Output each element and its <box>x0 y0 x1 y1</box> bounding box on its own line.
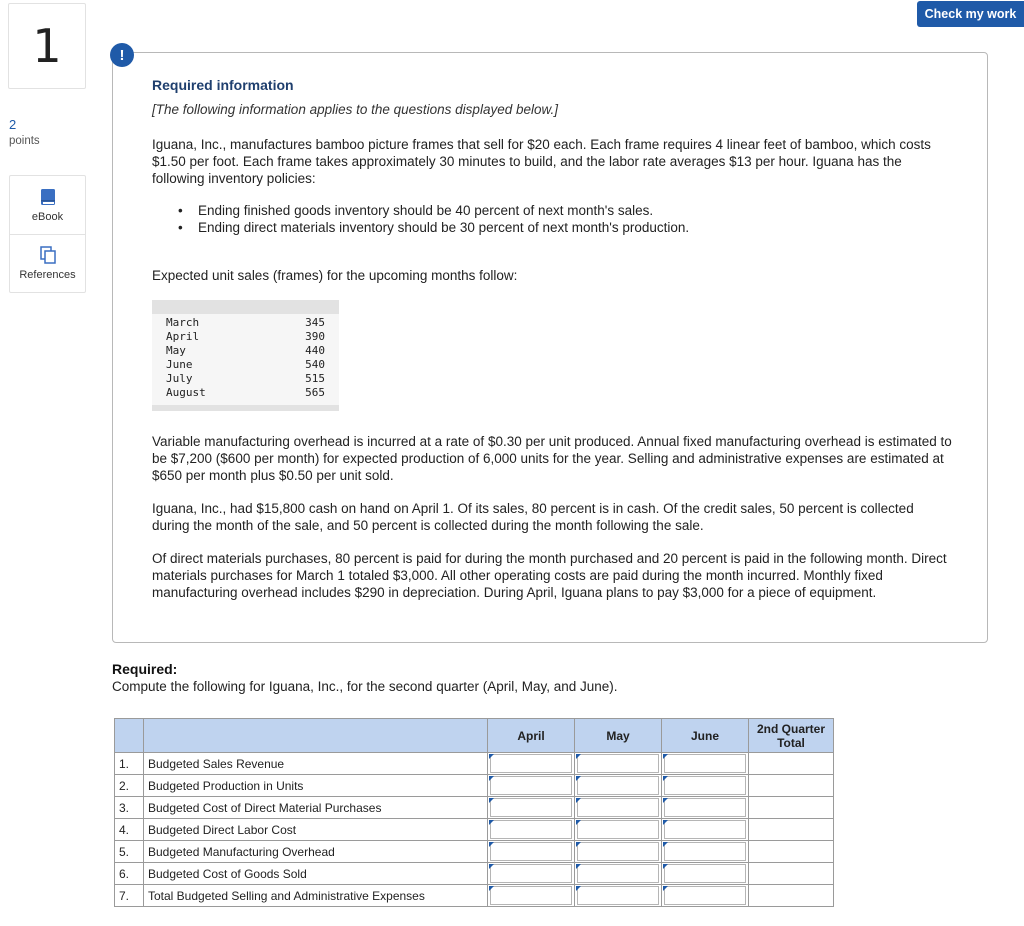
input-marker <box>489 798 494 803</box>
input-marker <box>489 820 494 825</box>
sales-intro: Expected unit sales (frames) for the upcoming months follow: <box>152 268 518 283</box>
may-input[interactable] <box>577 842 659 861</box>
quarter-total-cell <box>749 753 834 775</box>
budget-answer-table <box>114 718 834 907</box>
column-header-quarter-total: 2nd Quarter Total <box>749 719 834 753</box>
june-input[interactable] <box>664 754 746 773</box>
sales-row <box>166 372 325 386</box>
ebook-label: eBook <box>31 210 64 223</box>
table-row <box>115 753 834 775</box>
sales-units: 565 <box>305 386 325 399</box>
sales-row <box>166 386 325 400</box>
points-block <box>9 117 40 147</box>
sales-units: 345 <box>305 316 325 329</box>
may-input[interactable] <box>577 754 659 773</box>
book-icon <box>40 188 56 206</box>
table-header-row <box>115 719 834 753</box>
sales-units: 540 <box>305 358 325 371</box>
row-number: 2. <box>115 775 144 797</box>
row-label: Budgeted Cost of Goods Sold <box>144 863 488 885</box>
sales-row <box>166 316 325 330</box>
required-information-panel <box>112 52 988 643</box>
input-marker <box>489 864 494 869</box>
june-input[interactable] <box>664 842 746 861</box>
april-input[interactable] <box>490 820 572 839</box>
input-marker <box>576 820 581 825</box>
april-input[interactable] <box>490 886 572 905</box>
sales-month: April <box>166 330 200 343</box>
input-marker <box>576 798 581 803</box>
sales-units: 390 <box>305 330 325 343</box>
row-label: Budgeted Direct Labor Cost <box>144 819 488 841</box>
table-row <box>115 797 834 819</box>
expected-sales-table <box>152 300 339 411</box>
april-input[interactable] <box>490 798 572 817</box>
table-row <box>115 841 834 863</box>
april-input[interactable] <box>490 776 572 795</box>
input-marker <box>576 776 581 781</box>
sales-row <box>166 344 325 358</box>
points-label: points <box>9 135 40 147</box>
check-my-work-button[interactable]: Check my work <box>917 1 1024 27</box>
table-row <box>115 885 834 907</box>
table-row <box>115 819 834 841</box>
june-input[interactable] <box>664 776 746 795</box>
may-input[interactable] <box>577 798 659 817</box>
input-marker <box>663 798 668 803</box>
inventory-policies <box>174 202 689 236</box>
row-number: 1. <box>115 753 144 775</box>
quarter-total-cell <box>749 885 834 907</box>
input-marker <box>489 776 494 781</box>
row-number: 4. <box>115 819 144 841</box>
points-value: 2 <box>9 117 17 132</box>
june-input[interactable] <box>664 820 746 839</box>
references-label: References <box>19 269 76 281</box>
column-header-june: June <box>662 719 749 753</box>
alert-icon: ! <box>110 43 134 67</box>
references-icon <box>40 246 56 264</box>
sales-units: 440 <box>305 344 325 357</box>
question-number: 1 <box>32 19 62 73</box>
june-input[interactable] <box>664 864 746 883</box>
purchases-paragraph: Of direct materials purchases, 80 percent is paid for during the month purchased and 20 percent is paid in the following month. Direct materials purchases for March 1 totaled $3,000. All other operating costs are paid during the month incurred. Monthly fixed manufacturing overhead includes $290 in depreciation. During April, Iguana plans to pay $3,000 for a piece of equipment. <box>152 551 947 600</box>
row-number: 7. <box>115 885 144 907</box>
row-number: 6. <box>115 863 144 885</box>
june-input[interactable] <box>664 886 746 905</box>
policy-item: • Ending direct materials inventory should be 30 percent of next month's production. <box>174 219 689 236</box>
april-input[interactable] <box>490 754 572 773</box>
table-row <box>115 863 834 885</box>
ebook-button[interactable] <box>10 176 85 234</box>
input-marker <box>663 842 668 847</box>
row-label: Total Budgeted Selling and Administrative Expenses <box>144 885 488 907</box>
input-marker <box>576 886 581 891</box>
quarter-total-cell <box>749 775 834 797</box>
input-marker <box>489 754 494 759</box>
intro-paragraph: Iguana, Inc., manufactures bamboo picture frames that sell for $20 each. Each frame requires 4 linear feet of bamboo, which costs $1.50 per foot. Each frame takes approximately 30 minutes to build, and the labor rate averages $13 per hour. Iguana has the following inventory policies: <box>152 137 931 186</box>
input-marker <box>663 754 668 759</box>
input-marker <box>489 886 494 891</box>
sales-month: July <box>166 372 193 385</box>
row-label: Budgeted Manufacturing Overhead <box>144 841 488 863</box>
may-input[interactable] <box>577 820 659 839</box>
sales-row <box>166 330 325 344</box>
side-tools <box>9 175 86 293</box>
may-input[interactable] <box>577 776 659 795</box>
input-marker <box>576 864 581 869</box>
policy-item: • Ending finished goods inventory should be 40 percent of next month's sales. <box>174 202 689 219</box>
row-label: Budgeted Cost of Direct Material Purchases <box>144 797 488 819</box>
may-input[interactable] <box>577 886 659 905</box>
sales-month: May <box>166 344 186 357</box>
cash-paragraph: Iguana, Inc., had $15,800 cash on hand on April 1. Of its sales, 80 percent is in cash. Of the credit sales, 50 percent is collected during the month of the sale, and 50 percent is collected during the month following the sale. <box>152 501 914 533</box>
header-blank <box>115 719 144 753</box>
quarter-total-cell <box>749 841 834 863</box>
may-input[interactable] <box>577 864 659 883</box>
row-number: 5. <box>115 841 144 863</box>
header-blank <box>144 719 488 753</box>
required-label: Required: <box>112 661 178 677</box>
overhead-paragraph: Variable manufacturing overhead is incurred at a rate of $0.30 per unit produced. Annual fixed manufacturing overhead is estimated to be $7,200 ($600 per month) for expected production of 6,000 units for the year. Selling and administrative expenses are estimated at $650 per month plus $0.50 per unit sold. <box>152 434 952 483</box>
quarter-total-cell <box>749 819 834 841</box>
row-label: Budgeted Sales Revenue <box>144 753 488 775</box>
april-input[interactable] <box>490 864 572 883</box>
input-marker <box>663 864 668 869</box>
table-row <box>115 775 834 797</box>
april-input[interactable] <box>490 842 572 861</box>
row-label: Budgeted Production in Units <box>144 775 488 797</box>
input-marker <box>489 842 494 847</box>
info-subtitle: [The following information applies to the questions displayed below.] <box>152 102 558 117</box>
sales-row <box>166 358 325 372</box>
input-marker <box>663 820 668 825</box>
sales-month: August <box>166 386 206 399</box>
row-number: 3. <box>115 797 144 819</box>
input-marker <box>576 754 581 759</box>
quarter-total-cell <box>749 797 834 819</box>
info-title: Required information <box>152 77 294 93</box>
column-header-may: May <box>575 719 662 753</box>
sales-month: June <box>166 358 193 371</box>
sales-month: March <box>166 316 200 329</box>
input-marker <box>663 776 668 781</box>
references-button[interactable] <box>10 234 85 292</box>
required-text: Compute the following for Iguana, Inc., for the second quarter (April, May, and June). <box>112 679 618 694</box>
sales-units: 515 <box>305 372 325 385</box>
input-marker <box>663 886 668 891</box>
column-header-april: April <box>488 719 575 753</box>
question-number-box <box>8 3 86 89</box>
quarter-total-cell <box>749 863 834 885</box>
input-marker <box>576 842 581 847</box>
june-input[interactable] <box>664 798 746 817</box>
